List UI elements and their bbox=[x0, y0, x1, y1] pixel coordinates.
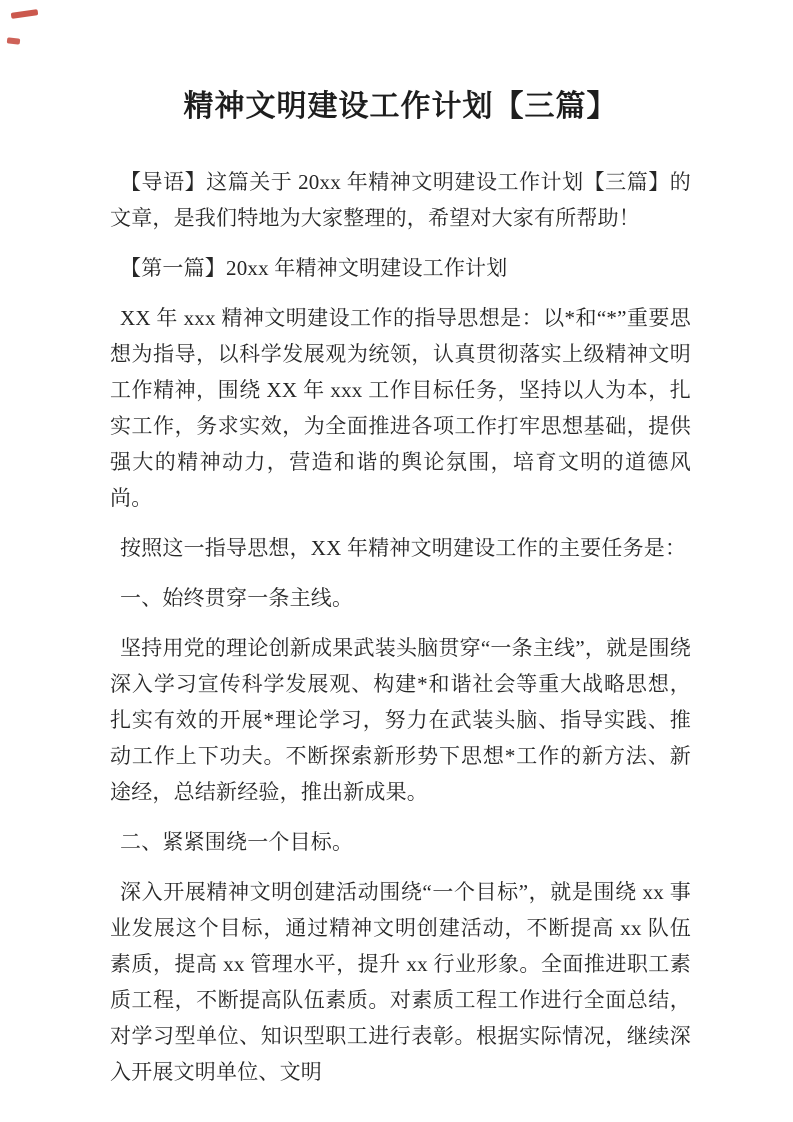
red-ink-mark bbox=[7, 37, 21, 44]
paragraph: 深入开展精神文明创建活动围绕“一个目标”，就是围绕 xx 事业发展这个目标，通过精神文明创建活动，不断提高 xx 队伍素质，提高 xx 管理水平，提升 xx 行业形象。全面推进职工素质工程，不断提高队伍素质。对素质工程工作进行全面总结，对学习型单位、知识型职工进行表彰。根据实际情况，继续深入开展文明单位、文明 bbox=[110, 880, 691, 1084]
paragraph-list bbox=[110, 164, 691, 1090]
paragraph: XX 年 xxx 精神文明建设工作的指导思想是：以*和“*”重要思想为指导，以科学发展观为统领，认真贯彻落实上级精神文明工作精神，围绕 XX 年 xxx 工作目标任务，坚持以人为本，扎实工作，务求实效，为全面推进各项工作打牢思想基础，提供强大的精神动力，营造和谐的舆论氛围，培育文明的道德风尚。 bbox=[110, 306, 691, 510]
section-heading: 二、紧紧围绕一个目标。 bbox=[120, 830, 354, 854]
section-heading: 一、始终贯穿一条主线。 bbox=[120, 586, 354, 610]
paragraph: 按照这一指导思想，XX 年精神文明建设工作的主要任务是： bbox=[120, 536, 687, 560]
paragraph: 【第一篇】20xx 年精神文明建设工作计划 bbox=[120, 256, 508, 280]
document-title: 精神文明建设工作计划【三篇】 bbox=[183, 90, 618, 123]
paragraph: 【导语】这篇关于 20xx 年精神文明建设工作计划【三篇】的文章，是我们特地为大家整理的，希望对大家有所帮助！ bbox=[110, 170, 691, 230]
red-ink-mark bbox=[11, 9, 39, 19]
paragraph: 坚持用党的理论创新成果武装头脑贯穿“一条主线”，就是围绕深入学习宣传科学发展观、构建*和谐社会等重大战略思想，扎实有效的开展*理论学习，努力在武装头脑、指导实践、推动工作上下功夫。不断探索新形势下思想*工作的新方法、新途经，总结新经验，推出新成果。 bbox=[110, 636, 691, 804]
